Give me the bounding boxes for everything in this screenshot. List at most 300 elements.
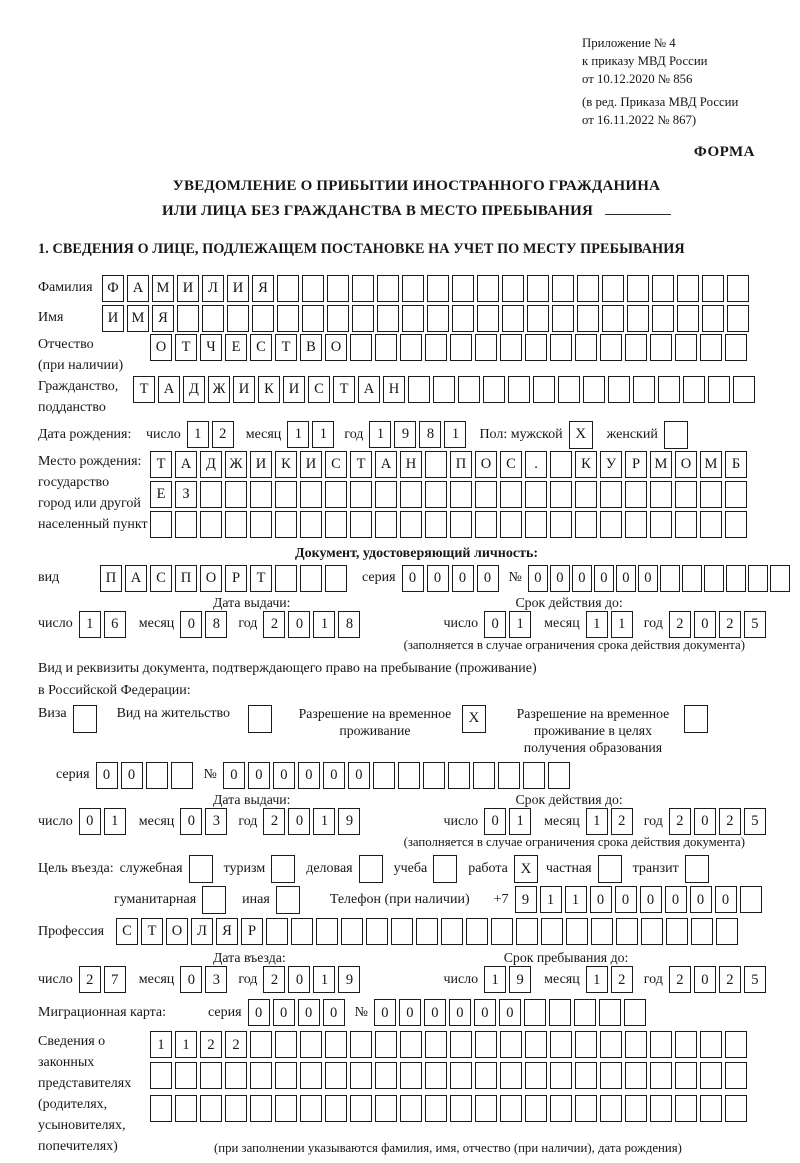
- char-cell[interactable]: Р: [225, 565, 247, 592]
- char-cell[interactable]: 0: [402, 565, 424, 592]
- char-cell[interactable]: [400, 1062, 422, 1089]
- char-cell[interactable]: [327, 305, 349, 332]
- char-cell[interactable]: [633, 376, 655, 403]
- purpose-work-checkbox[interactable]: X: [514, 855, 538, 883]
- char-cell[interactable]: И: [177, 275, 199, 302]
- char-cell[interactable]: 1: [175, 1031, 197, 1058]
- char-cell[interactable]: Ж: [208, 376, 230, 403]
- char-cell[interactable]: [325, 565, 347, 592]
- char-cell[interactable]: [448, 762, 470, 789]
- char-cell[interactable]: 8: [338, 611, 360, 638]
- char-cell[interactable]: [700, 1095, 722, 1122]
- char-cell[interactable]: 5: [744, 611, 766, 638]
- char-cell[interactable]: [425, 334, 447, 361]
- char-cell[interactable]: 0: [288, 808, 310, 835]
- char-cell[interactable]: 1: [150, 1031, 172, 1058]
- char-cell[interactable]: П: [100, 565, 122, 592]
- char-cell[interactable]: 2: [225, 1031, 247, 1058]
- char-cell[interactable]: .: [525, 451, 547, 478]
- char-cell[interactable]: [575, 334, 597, 361]
- char-cell[interactable]: [475, 334, 497, 361]
- char-cell[interactable]: 0: [638, 565, 658, 592]
- char-cell[interactable]: 9: [515, 886, 537, 913]
- char-cell[interactable]: 2: [669, 966, 691, 993]
- char-cell[interactable]: [452, 305, 474, 332]
- char-cell[interactable]: [250, 481, 272, 508]
- char-cell[interactable]: И: [250, 451, 272, 478]
- char-cell[interactable]: 0: [427, 565, 449, 592]
- char-cell[interactable]: Т: [150, 451, 172, 478]
- char-cell[interactable]: 1: [287, 421, 309, 448]
- char-cell[interactable]: 1: [313, 966, 335, 993]
- char-cell[interactable]: [316, 918, 338, 945]
- char-cell[interactable]: [266, 918, 288, 945]
- char-cell[interactable]: [704, 565, 724, 592]
- char-cell[interactable]: [450, 334, 472, 361]
- char-cell[interactable]: [350, 1062, 372, 1089]
- char-cell[interactable]: [400, 1095, 422, 1122]
- char-cell[interactable]: [700, 511, 722, 538]
- char-cell[interactable]: 0: [594, 565, 614, 592]
- char-cell[interactable]: [533, 376, 555, 403]
- char-cell[interactable]: А: [127, 275, 149, 302]
- char-cell[interactable]: [702, 305, 724, 332]
- char-cell[interactable]: [150, 511, 172, 538]
- char-cell[interactable]: [625, 481, 647, 508]
- char-cell[interactable]: [502, 305, 524, 332]
- char-cell[interactable]: М: [700, 451, 722, 478]
- char-cell[interactable]: 1: [484, 966, 506, 993]
- char-cell[interactable]: [599, 999, 621, 1026]
- char-cell[interactable]: 1: [104, 808, 126, 835]
- char-cell[interactable]: 0: [616, 565, 636, 592]
- purpose-other-checkbox[interactable]: [276, 886, 300, 914]
- char-cell[interactable]: [770, 565, 790, 592]
- char-cell[interactable]: 8: [419, 421, 441, 448]
- char-cell[interactable]: 2: [669, 808, 691, 835]
- char-cell[interactable]: 2: [611, 966, 633, 993]
- char-cell[interactable]: Л: [202, 275, 224, 302]
- char-cell[interactable]: [250, 511, 272, 538]
- char-cell[interactable]: 2: [719, 966, 741, 993]
- char-cell[interactable]: [625, 1095, 647, 1122]
- char-cell[interactable]: [600, 481, 622, 508]
- char-cell[interactable]: [275, 1031, 297, 1058]
- char-cell[interactable]: О: [675, 451, 697, 478]
- char-cell[interactable]: [541, 918, 563, 945]
- char-cell[interactable]: У: [600, 451, 622, 478]
- char-cell[interactable]: [416, 918, 438, 945]
- char-cell[interactable]: 0: [121, 762, 143, 789]
- char-cell[interactable]: [550, 1095, 572, 1122]
- char-cell[interactable]: [175, 1062, 197, 1089]
- char-cell[interactable]: Е: [225, 334, 247, 361]
- char-cell[interactable]: [427, 305, 449, 332]
- char-cell[interactable]: [200, 511, 222, 538]
- char-cell[interactable]: [477, 305, 499, 332]
- char-cell[interactable]: [725, 1031, 747, 1058]
- char-cell[interactable]: [373, 762, 395, 789]
- temp-residence-checkbox[interactable]: X: [462, 705, 486, 733]
- char-cell[interactable]: [523, 762, 545, 789]
- char-cell[interactable]: [675, 1095, 697, 1122]
- char-cell[interactable]: О: [166, 918, 188, 945]
- char-cell[interactable]: [525, 1062, 547, 1089]
- char-cell[interactable]: [650, 1031, 672, 1058]
- char-cell[interactable]: Н: [383, 376, 405, 403]
- char-cell[interactable]: [491, 918, 513, 945]
- char-cell[interactable]: [500, 1031, 522, 1058]
- char-cell[interactable]: [652, 305, 674, 332]
- char-cell[interactable]: [650, 1095, 672, 1122]
- char-cell[interactable]: 0: [550, 565, 570, 592]
- char-cell[interactable]: Н: [400, 451, 422, 478]
- char-cell[interactable]: [252, 305, 274, 332]
- char-cell[interactable]: [375, 1062, 397, 1089]
- char-cell[interactable]: 0: [348, 762, 370, 789]
- char-cell[interactable]: [525, 1095, 547, 1122]
- char-cell[interactable]: [625, 1062, 647, 1089]
- char-cell[interactable]: [425, 1062, 447, 1089]
- char-cell[interactable]: [650, 481, 672, 508]
- char-cell[interactable]: [375, 1031, 397, 1058]
- char-cell[interactable]: [433, 376, 455, 403]
- char-cell[interactable]: [475, 481, 497, 508]
- char-cell[interactable]: [275, 511, 297, 538]
- char-cell[interactable]: [600, 511, 622, 538]
- purpose-transit-checkbox[interactable]: [685, 855, 709, 883]
- char-cell[interactable]: [225, 1095, 247, 1122]
- char-cell[interactable]: [666, 918, 688, 945]
- char-cell[interactable]: И: [300, 451, 322, 478]
- char-cell[interactable]: 7: [104, 966, 126, 993]
- char-cell[interactable]: [325, 1095, 347, 1122]
- char-cell[interactable]: 2: [212, 421, 234, 448]
- char-cell[interactable]: 1: [586, 611, 608, 638]
- char-cell[interactable]: 0: [572, 565, 592, 592]
- char-cell[interactable]: [300, 481, 322, 508]
- char-cell[interactable]: [300, 1095, 322, 1122]
- char-cell[interactable]: О: [150, 334, 172, 361]
- char-cell[interactable]: [575, 1062, 597, 1089]
- char-cell[interactable]: [200, 1062, 222, 1089]
- char-cell[interactable]: [708, 376, 730, 403]
- char-cell[interactable]: С: [325, 451, 347, 478]
- char-cell[interactable]: [302, 305, 324, 332]
- char-cell[interactable]: [277, 305, 299, 332]
- char-cell[interactable]: [391, 918, 413, 945]
- char-cell[interactable]: П: [175, 565, 197, 592]
- char-cell[interactable]: Б: [725, 451, 747, 478]
- char-cell[interactable]: [550, 511, 572, 538]
- char-cell[interactable]: [740, 886, 762, 913]
- char-cell[interactable]: [550, 1031, 572, 1058]
- char-cell[interactable]: [402, 275, 424, 302]
- char-cell[interactable]: [325, 1062, 347, 1089]
- char-cell[interactable]: [425, 451, 447, 478]
- char-cell[interactable]: [275, 1095, 297, 1122]
- char-cell[interactable]: 5: [744, 966, 766, 993]
- char-cell[interactable]: 0: [273, 999, 295, 1026]
- char-cell[interactable]: [550, 481, 572, 508]
- char-cell[interactable]: 2: [200, 1031, 222, 1058]
- char-cell[interactable]: [475, 1095, 497, 1122]
- char-cell[interactable]: 1: [565, 886, 587, 913]
- char-cell[interactable]: 0: [298, 762, 320, 789]
- char-cell[interactable]: [727, 275, 749, 302]
- char-cell[interactable]: 1: [187, 421, 209, 448]
- char-cell[interactable]: [475, 1031, 497, 1058]
- char-cell[interactable]: 0: [452, 565, 474, 592]
- char-cell[interactable]: [450, 1095, 472, 1122]
- char-cell[interactable]: Т: [333, 376, 355, 403]
- char-cell[interactable]: [683, 376, 705, 403]
- char-cell[interactable]: Р: [241, 918, 263, 945]
- char-cell[interactable]: 1: [79, 611, 101, 638]
- char-cell[interactable]: 0: [374, 999, 396, 1026]
- char-cell[interactable]: [250, 1062, 272, 1089]
- char-cell[interactable]: [625, 1031, 647, 1058]
- char-cell[interactable]: 0: [474, 999, 496, 1026]
- char-cell[interactable]: [602, 305, 624, 332]
- char-cell[interactable]: 9: [509, 966, 531, 993]
- char-cell[interactable]: 2: [263, 611, 285, 638]
- char-cell[interactable]: [150, 1095, 172, 1122]
- char-cell[interactable]: [726, 565, 746, 592]
- char-cell[interactable]: [725, 511, 747, 538]
- char-cell[interactable]: С: [308, 376, 330, 403]
- char-cell[interactable]: 0: [477, 565, 499, 592]
- char-cell[interactable]: А: [175, 451, 197, 478]
- char-cell[interactable]: [325, 511, 347, 538]
- char-cell[interactable]: [725, 334, 747, 361]
- char-cell[interactable]: 0: [715, 886, 737, 913]
- char-cell[interactable]: [277, 275, 299, 302]
- char-cell[interactable]: Е: [150, 481, 172, 508]
- char-cell[interactable]: 2: [611, 808, 633, 835]
- char-cell[interactable]: [700, 481, 722, 508]
- char-cell[interactable]: [624, 999, 646, 1026]
- char-cell[interactable]: [675, 334, 697, 361]
- char-cell[interactable]: 0: [288, 966, 310, 993]
- char-cell[interactable]: [733, 376, 755, 403]
- char-cell[interactable]: [677, 275, 699, 302]
- char-cell[interactable]: [575, 481, 597, 508]
- char-cell[interactable]: 0: [694, 966, 716, 993]
- char-cell[interactable]: 1: [540, 886, 562, 913]
- char-cell[interactable]: [725, 1095, 747, 1122]
- char-cell[interactable]: [425, 1095, 447, 1122]
- char-cell[interactable]: [616, 918, 638, 945]
- char-cell[interactable]: [627, 305, 649, 332]
- char-cell[interactable]: [325, 481, 347, 508]
- char-cell[interactable]: [550, 334, 572, 361]
- char-cell[interactable]: [352, 275, 374, 302]
- char-cell[interactable]: О: [200, 565, 222, 592]
- char-cell[interactable]: Т: [175, 334, 197, 361]
- char-cell[interactable]: [650, 1062, 672, 1089]
- char-cell[interactable]: [527, 305, 549, 332]
- char-cell[interactable]: 0: [694, 611, 716, 638]
- char-cell[interactable]: [577, 275, 599, 302]
- char-cell[interactable]: [600, 334, 622, 361]
- char-cell[interactable]: [602, 275, 624, 302]
- char-cell[interactable]: [350, 511, 372, 538]
- char-cell[interactable]: Ч: [200, 334, 222, 361]
- char-cell[interactable]: [502, 275, 524, 302]
- char-cell[interactable]: [677, 305, 699, 332]
- char-cell[interactable]: [275, 1062, 297, 1089]
- char-cell[interactable]: [527, 275, 549, 302]
- char-cell[interactable]: [225, 481, 247, 508]
- char-cell[interactable]: 0: [248, 762, 270, 789]
- char-cell[interactable]: А: [375, 451, 397, 478]
- char-cell[interactable]: [377, 275, 399, 302]
- char-cell[interactable]: А: [158, 376, 180, 403]
- char-cell[interactable]: А: [125, 565, 147, 592]
- char-cell[interactable]: [458, 376, 480, 403]
- char-cell[interactable]: 0: [694, 808, 716, 835]
- char-cell[interactable]: [177, 305, 199, 332]
- char-cell[interactable]: [300, 565, 322, 592]
- purpose-private-checkbox[interactable]: [598, 855, 622, 883]
- purpose-tourism-checkbox[interactable]: [271, 855, 295, 883]
- char-cell[interactable]: [591, 918, 613, 945]
- char-cell[interactable]: [400, 481, 422, 508]
- char-cell[interactable]: [516, 918, 538, 945]
- char-cell[interactable]: [627, 275, 649, 302]
- char-cell[interactable]: 9: [338, 808, 360, 835]
- char-cell[interactable]: [652, 275, 674, 302]
- char-cell[interactable]: [475, 511, 497, 538]
- char-cell[interactable]: [327, 275, 349, 302]
- char-cell[interactable]: [408, 376, 430, 403]
- char-cell[interactable]: [300, 1031, 322, 1058]
- char-cell[interactable]: С: [150, 565, 172, 592]
- char-cell[interactable]: 0: [96, 762, 118, 789]
- char-cell[interactable]: [641, 918, 663, 945]
- char-cell[interactable]: [524, 999, 546, 1026]
- char-cell[interactable]: 1: [586, 808, 608, 835]
- char-cell[interactable]: [682, 565, 702, 592]
- sex-female-checkbox[interactable]: [664, 421, 688, 449]
- char-cell[interactable]: [225, 1062, 247, 1089]
- char-cell[interactable]: [366, 918, 388, 945]
- char-cell[interactable]: 0: [690, 886, 712, 913]
- char-cell[interactable]: [341, 918, 363, 945]
- char-cell[interactable]: 0: [288, 611, 310, 638]
- char-cell[interactable]: Т: [275, 334, 297, 361]
- char-cell[interactable]: [225, 511, 247, 538]
- char-cell[interactable]: [725, 1062, 747, 1089]
- char-cell[interactable]: [548, 762, 570, 789]
- char-cell[interactable]: 5: [744, 808, 766, 835]
- char-cell[interactable]: [202, 305, 224, 332]
- char-cell[interactable]: [475, 1062, 497, 1089]
- char-cell[interactable]: [549, 999, 571, 1026]
- char-cell[interactable]: Я: [216, 918, 238, 945]
- char-cell[interactable]: Д: [200, 451, 222, 478]
- char-cell[interactable]: [725, 481, 747, 508]
- char-cell[interactable]: 0: [424, 999, 446, 1026]
- char-cell[interactable]: [608, 376, 630, 403]
- purpose-official-checkbox[interactable]: [189, 855, 213, 883]
- char-cell[interactable]: [550, 451, 572, 478]
- char-cell[interactable]: Я: [152, 305, 174, 332]
- char-cell[interactable]: 0: [323, 762, 345, 789]
- char-cell[interactable]: [375, 481, 397, 508]
- char-cell[interactable]: [716, 918, 738, 945]
- char-cell[interactable]: Ф: [102, 275, 124, 302]
- char-cell[interactable]: 0: [399, 999, 421, 1026]
- char-cell[interactable]: 0: [484, 611, 506, 638]
- char-cell[interactable]: 0: [180, 966, 202, 993]
- char-cell[interactable]: [450, 481, 472, 508]
- char-cell[interactable]: М: [152, 275, 174, 302]
- char-cell[interactable]: 1: [586, 966, 608, 993]
- char-cell[interactable]: [377, 305, 399, 332]
- char-cell[interactable]: 0: [499, 999, 521, 1026]
- char-cell[interactable]: [150, 1062, 172, 1089]
- char-cell[interactable]: [575, 1031, 597, 1058]
- char-cell[interactable]: [700, 1031, 722, 1058]
- char-cell[interactable]: [227, 305, 249, 332]
- char-cell[interactable]: 2: [719, 611, 741, 638]
- char-cell[interactable]: [583, 376, 605, 403]
- char-cell[interactable]: Т: [350, 451, 372, 478]
- char-cell[interactable]: [525, 511, 547, 538]
- char-cell[interactable]: Т: [133, 376, 155, 403]
- char-cell[interactable]: [466, 918, 488, 945]
- char-cell[interactable]: [423, 762, 445, 789]
- char-cell[interactable]: [473, 762, 495, 789]
- char-cell[interactable]: 2: [263, 966, 285, 993]
- char-cell[interactable]: В: [300, 334, 322, 361]
- char-cell[interactable]: [400, 511, 422, 538]
- char-cell[interactable]: [425, 481, 447, 508]
- char-cell[interactable]: 0: [323, 999, 345, 1026]
- char-cell[interactable]: 0: [248, 999, 270, 1026]
- char-cell[interactable]: [552, 305, 574, 332]
- char-cell[interactable]: 0: [484, 808, 506, 835]
- char-cell[interactable]: К: [575, 451, 597, 478]
- char-cell[interactable]: И: [233, 376, 255, 403]
- char-cell[interactable]: [477, 275, 499, 302]
- char-cell[interactable]: Ж: [225, 451, 247, 478]
- char-cell[interactable]: [550, 1062, 572, 1089]
- char-cell[interactable]: 0: [79, 808, 101, 835]
- char-cell[interactable]: 1: [444, 421, 466, 448]
- char-cell[interactable]: К: [258, 376, 280, 403]
- char-cell[interactable]: [171, 762, 193, 789]
- char-cell[interactable]: [375, 334, 397, 361]
- char-cell[interactable]: И: [283, 376, 305, 403]
- char-cell[interactable]: [574, 999, 596, 1026]
- char-cell[interactable]: Р: [625, 451, 647, 478]
- char-cell[interactable]: 3: [205, 808, 227, 835]
- char-cell[interactable]: [658, 376, 680, 403]
- char-cell[interactable]: [350, 334, 372, 361]
- char-cell[interactable]: 2: [263, 808, 285, 835]
- char-cell[interactable]: [300, 511, 322, 538]
- char-cell[interactable]: 0: [180, 611, 202, 638]
- char-cell[interactable]: [508, 376, 530, 403]
- char-cell[interactable]: 1: [313, 611, 335, 638]
- char-cell[interactable]: [575, 511, 597, 538]
- purpose-humanitarian-checkbox[interactable]: [202, 886, 226, 914]
- char-cell[interactable]: Д: [183, 376, 205, 403]
- char-cell[interactable]: 2: [79, 966, 101, 993]
